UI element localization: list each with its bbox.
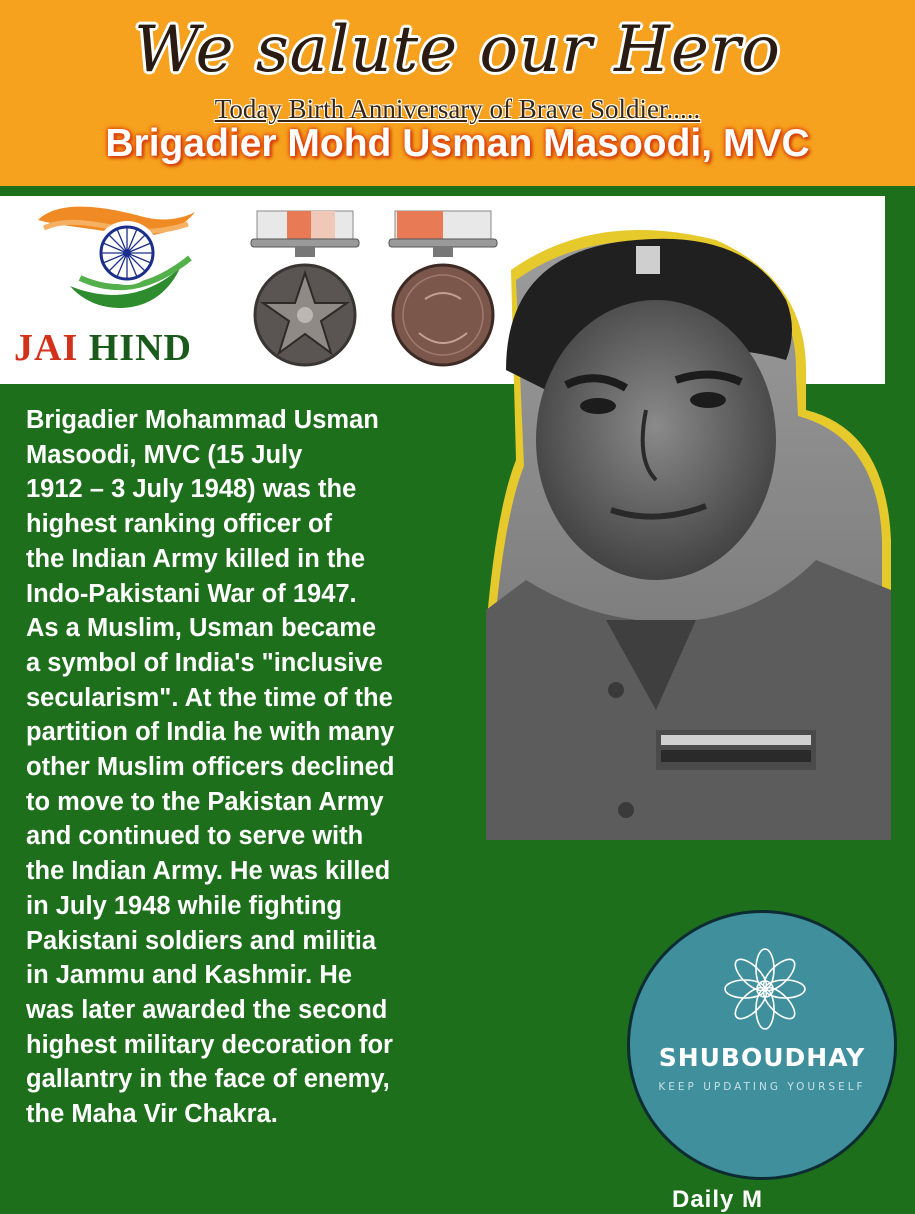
hero-name: Brigadier Mohd Usman Masoodi, MVC [105, 122, 810, 165]
bio-line: Brigadier Mohammad Usman [26, 406, 379, 434]
bio-line: Masoodi, MVC (15 July [26, 440, 303, 469]
bio-line: Indo-Pakistani War of 1947. [26, 579, 357, 608]
header-banner [0, 0, 915, 186]
bio-line: Pakistani soldiers and militia [26, 926, 377, 955]
indian-flag-icon [30, 198, 200, 313]
slogan-word-jai: JAI [14, 327, 79, 369]
bio-line: in July 1948 while fighting [26, 891, 342, 920]
bio-line: the Maha Vir Chakra. [26, 1100, 278, 1129]
bio-line: partition of India he with many [26, 718, 395, 747]
logo-tagline: KEEP UPDATING YOURSELF [658, 1081, 866, 1093]
bio-line: the Indian Army. He was killed [26, 857, 391, 886]
bio-line: and continued to serve with [26, 822, 364, 851]
logo-name: SHUBOUDHAY [658, 1043, 866, 1072]
bio-line: in Jammu and Kashmir. He [26, 961, 352, 990]
slogan-word-hind: HIND [88, 327, 192, 369]
subheadline: Today Birth Anniversary of Brave Soldier..... [214, 94, 701, 124]
bio-line: highest ranking officer of [26, 510, 333, 539]
bio-line: the Indian Army killed in the [26, 544, 366, 573]
headline: We salute our Hero [134, 13, 781, 87]
shuboudhay-logo [627, 910, 897, 1180]
ashoka-chakra-icon [101, 227, 153, 279]
bio-line: was later awarded the second [26, 995, 388, 1024]
bio-line: gallantry in the face of enemy, [26, 1065, 390, 1094]
bio-line: other Muslim officers declined [26, 753, 395, 782]
maha-vir-chakra-medal-icon [385, 203, 501, 381]
footer-partial-text: Daily M [672, 1186, 764, 1213]
bio-line: As a Muslim, Usman became [26, 614, 377, 643]
biography-text [26, 403, 496, 1132]
mandala-icon [715, 939, 815, 1039]
bio-line: to move to the Pakistan Army [26, 787, 384, 816]
bio-line: highest military decoration for [26, 1030, 393, 1059]
bio-line: secularism". At the time of the [26, 683, 393, 712]
star-medal-icon [247, 203, 363, 381]
jai-hind-slogan [14, 326, 192, 370]
bio-line: 1912 – 3 July 1948) was the [26, 475, 357, 504]
bio-line: a symbol of India's "inclusive [26, 648, 383, 677]
soldier-portrait-image [486, 210, 896, 850]
